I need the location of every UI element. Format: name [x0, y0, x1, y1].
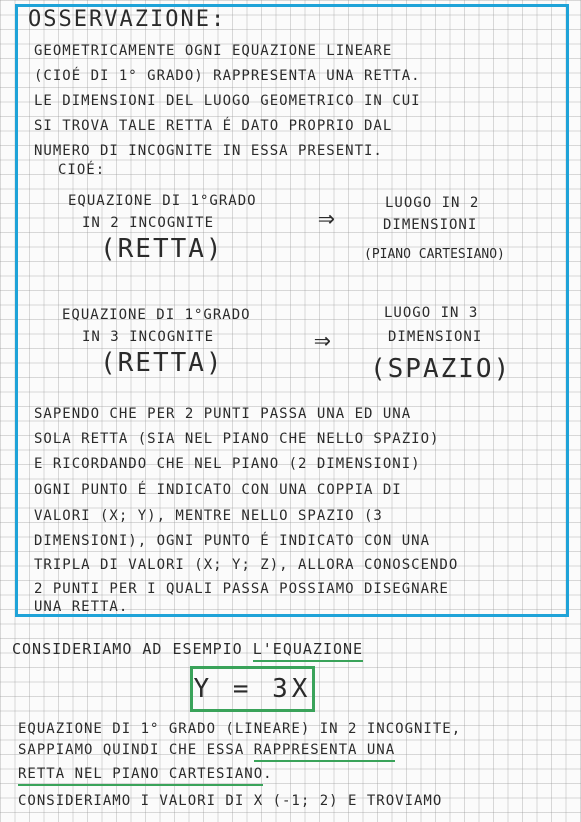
intro-line: LE DIMENSIONI DEL LUOGO GEOMETRICO IN CUI — [34, 93, 421, 109]
intro-line: NUMERO DI INCOGNITE IN ESSA PRESENTI. — [34, 143, 383, 159]
example-line3-prefix: SAPPIAMO QUINDI CHE ESSA — [18, 742, 254, 758]
intro-line: (CIOÉ DI 1° GRADO) RAPPRESENTA UNA RETTA. — [34, 68, 421, 84]
case2-left-line1: EQUAZIONE DI 1°GRADO — [62, 307, 251, 323]
paragraph-line: SAPENDO CHE PER 2 PUNTI PASSA UNA ED UNA — [34, 406, 412, 422]
paragraph-line: TRIPLA DI VALORI (X; Y; Z), ALLORA CONOSCENDO — [34, 557, 459, 573]
example-line2: EQUAZIONE DI 1° GRADO (LINEARE) IN 2 INCOGNITE, — [18, 721, 462, 737]
case2-left-big: (RETTA) — [100, 348, 224, 378]
intro-line: CIOÉ: — [58, 162, 106, 178]
intro-line: SI TROVA TALE RETTA É DATO PROPRIO DAL — [34, 118, 393, 134]
example-line4 — [18, 767, 273, 781]
paragraph-line: VALORI (X; Y), MENTRE NELLO SPAZIO (3 — [34, 508, 383, 524]
example-line1-underlined: L'EQUAZIONE — [253, 640, 363, 662]
case2-right-line2: DIMENSIONI — [388, 329, 483, 345]
case2-right-line1: LUOGO IN 3 — [384, 305, 479, 321]
intro-line: GEOMETRICAMENTE OGNI EQUAZIONE LINEARE — [34, 43, 393, 59]
case1-left-big: (RETTA) — [100, 234, 224, 264]
example-line5: CONSIDERIAMO I VALORI DI X (-1; 2) E TROVIAMO — [18, 793, 443, 809]
case1-left-line1: EQUAZIONE DI 1°GRADO — [68, 193, 257, 209]
case2-arrow: ⇒ — [314, 323, 331, 356]
example-line1-prefix: CONSIDERIAMO AD ESEMPIO — [12, 640, 253, 658]
case1-arrow: ⇒ — [318, 201, 335, 234]
example-line4-suffix: . — [263, 766, 273, 782]
case2-left-line2: IN 3 INCOGNITE — [82, 329, 215, 345]
equation: Y = 3X — [193, 674, 312, 704]
paragraph-line: UNA RETTA. — [34, 599, 129, 615]
equation-box — [190, 666, 315, 712]
case1-right-line1: LUOGO IN 2 — [385, 195, 480, 211]
example-line3-underlined: RAPPRESENTA UNA — [254, 742, 395, 762]
case1-left-line2: IN 2 INCOGNITE — [82, 215, 215, 231]
paragraph-line: DIMENSIONI), OGNI PUNTO É INDICATO CON UNA — [34, 533, 431, 549]
paragraph-line: 2 PUNTI PER I QUALI PASSA POSSIAMO DISEGNARE — [34, 581, 449, 597]
case1-right-line3: (PIANO CARTESIANO) — [364, 247, 505, 262]
observation-title: OSSERVAZIONE: — [28, 7, 227, 32]
paragraph-line: OGNI PUNTO É INDICATO CON UNA COPPIA DI — [34, 482, 402, 498]
case1-right-line2: DIMENSIONI — [383, 217, 478, 233]
case2-right-big: (SPAZIO) — [370, 354, 512, 384]
example-line4-underlined: RETTA NEL PIANO CARTESIANO — [18, 766, 263, 786]
example-line1 — [12, 642, 363, 657]
paragraph-line: E RICORDANDO CHE NEL PIANO (2 DIMENSIONI) — [34, 456, 421, 472]
paragraph-line: SOLA RETTA (SIA NEL PIANO CHE NELLO SPAZIO) — [34, 431, 440, 447]
example-line3 — [18, 743, 395, 757]
